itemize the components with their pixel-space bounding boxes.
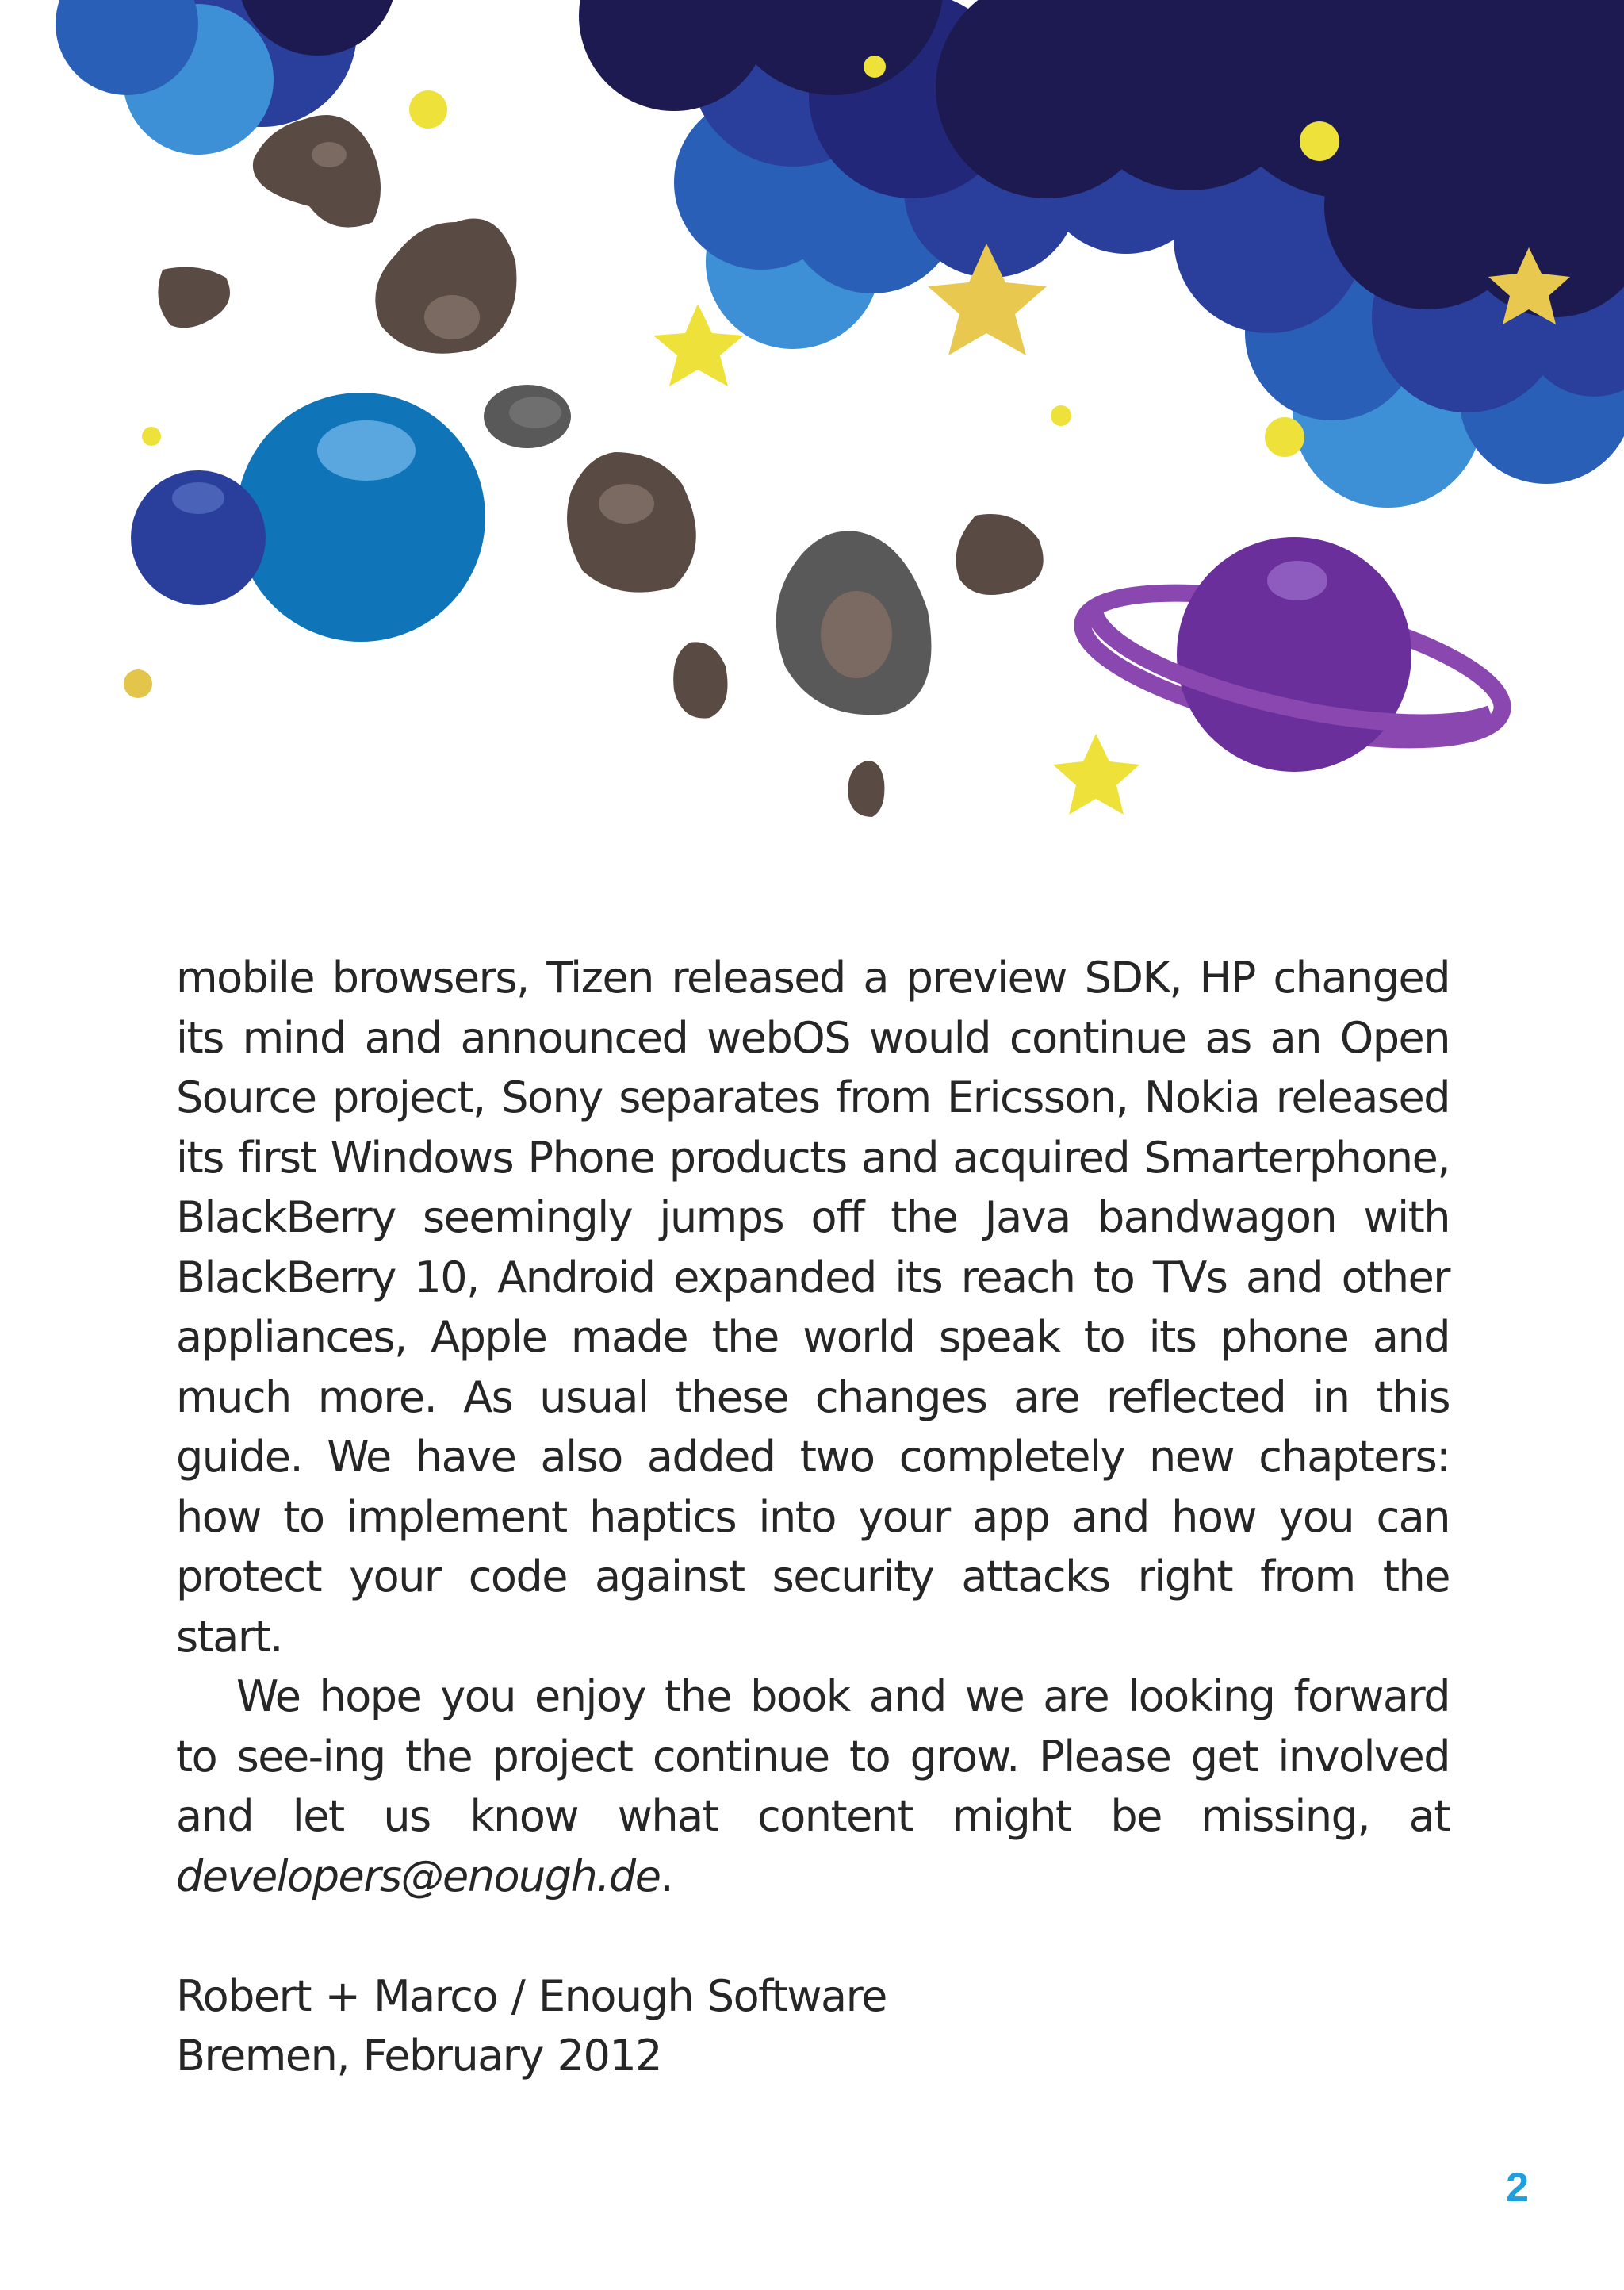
- ringed-planet: [1071, 537, 1514, 772]
- page-number: 2: [1506, 2165, 1529, 2211]
- paragraph-end: .: [660, 1851, 673, 1901]
- blue-planets: [131, 393, 485, 642]
- signature-place-date: Bremen, February 2012: [176, 2031, 662, 2081]
- star-icon: [1053, 734, 1139, 815]
- space-illustration: [0, 0, 1624, 857]
- paragraph: mobile browsers, Tizen released a preview SDK, HP changed its mind and announced webOS would continue as an Open Source project, Sony separates from Ericsson, Nokia released its first Windows Phone products and acquired Smarterphone, BlackBerry seemingly jumps off the Java bandwagon with BlackBerry 10, Android expanded its reach to TVs and other appliances, Apple made the world speak to its phone and much more. As usual these changes are reflected in this guide. We have also added two completely new chapters: how to implement haptics into your app and how you can protect your code against security attacks right from the start.: [176, 953, 1450, 1662]
- paragraph: [176, 1667, 1450, 1906]
- body-text: [176, 948, 1450, 2086]
- signature: [176, 1966, 1450, 2086]
- signature-authors: Robert + Marco / Enough Software: [176, 1970, 887, 2021]
- right-cloud-cluster: [579, 0, 1624, 508]
- paragraph-text: We hope you enjoy the book and we are looking forward to see-ing the project continue to grow. Please get involved and let us know what content might be missing, at: [176, 1671, 1450, 1841]
- email-link[interactable]: developers@enough.de: [176, 1851, 661, 1901]
